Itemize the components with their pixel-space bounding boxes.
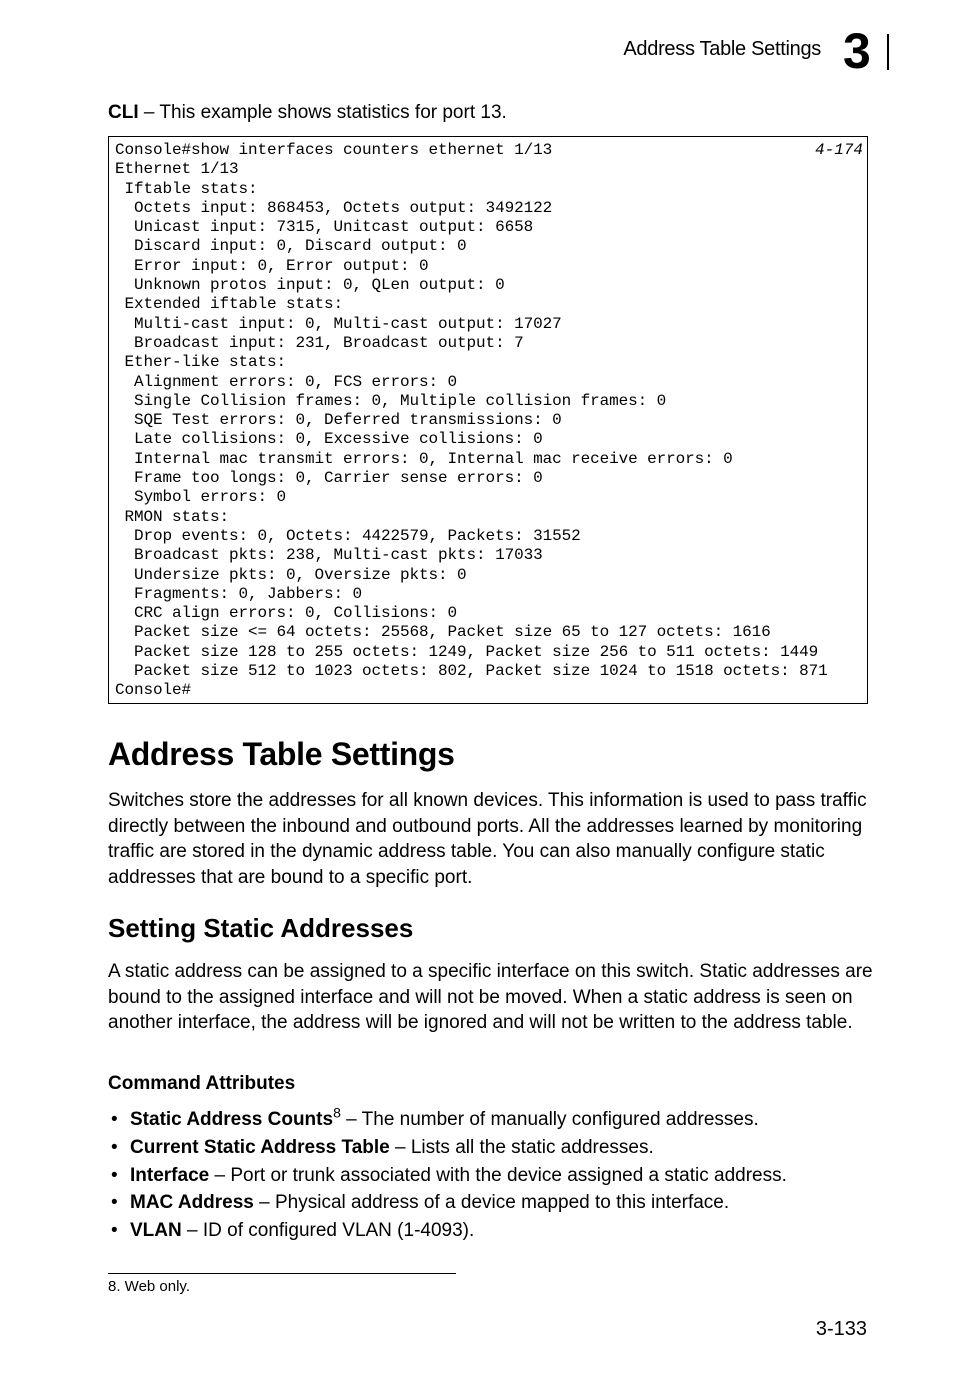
attribute-description: – Lists all the static addresses. bbox=[389, 1136, 654, 1158]
cli-output: Console#show interfaces counters ethernet 1/13 Ethernet 1/13 Iftable stats: Octets input: 868453, Octets output: 3492122 Unicast input: 7315, Unitcast output: 6658 Discard input: 0, Discard output: 0 Error input: 0, Error output: 0 Unknown protos input: 0, QLen output: 0 Extended iftable stats: Multi-cast input: 0, Multi-cast output: 17027 Broadcast input: 231, Broadcast output: 7 Ether-like stats: Alignment errors: 0, FCS errors: 0 Single Collision frames: 0, Multiple collision frames: 0 SQE Test errors: 0, Deferred transmissions: 0 Late collisions: 0, Excessive collisions: 0 Internal mac transmit errors: 0, Internal mac receive errors: 0 Frame too longs: 0, Carrier sense errors: 0 Symbol errors: 0 RMON stats: Drop events: 0, Octets: 4422579, Packets: 31552 Broadcast pkts: 238, Multi-cast pkts: 17033 Undersize pkts: 0, Oversize pkts: 0 Fragments: 0, Jabbers: 0 CRC align errors: 0, Collisions: 0 Packet size <= 64 octets: 25568, Packet size 65 to 127 octets: 1616 Packet size 128 to 255 octets: 1249, Packet size 256 to 511 octets: 1449 Packet size 512 to 1023 octets: 802, Packet size 1024 to 1518 octets: 871 Console# bbox=[115, 141, 828, 700]
bullet: • bbox=[111, 1136, 118, 1158]
chapter-number: 3 bbox=[843, 23, 871, 79]
command-attributes-heading: Command Attributes bbox=[108, 1073, 296, 1094]
attribute-description: – Physical address of a device mapped to this interface. bbox=[253, 1192, 730, 1214]
list-item bbox=[108, 1217, 888, 1245]
running-header-title: Address Table Settings bbox=[623, 38, 821, 60]
attribute-term: MAC Address bbox=[130, 1192, 254, 1214]
attribute-description: – ID of configured VLAN (1-4093). bbox=[181, 1220, 475, 1242]
attribute-description: – Port or trunk associated with the device assigned a static address. bbox=[209, 1164, 787, 1186]
attribute-term: VLAN bbox=[130, 1220, 182, 1242]
bullet: • bbox=[111, 1164, 118, 1186]
attribute-description: – The number of manually configured addresses. bbox=[340, 1109, 759, 1130]
cli-label: CLI bbox=[108, 102, 139, 123]
list-item bbox=[108, 1189, 888, 1217]
list-item bbox=[108, 1134, 888, 1162]
code-example-box bbox=[108, 136, 868, 704]
footnote-marker: 8 bbox=[333, 1104, 341, 1121]
attribute-term: Static Address Counts bbox=[130, 1109, 334, 1130]
attribute-term: Current Static Address Table bbox=[130, 1136, 390, 1158]
cli-intro bbox=[108, 102, 507, 124]
cli-intro-text: – This example shows statistics for port 13. bbox=[138, 102, 507, 123]
command-attributes-list bbox=[108, 1106, 888, 1245]
bullet: • bbox=[111, 1192, 118, 1214]
subsection-paragraph: A static address can be assigned to a specific interface on this switch. Static addresses are bound to the assigned interface and will not be moved. When a static address is seen on another interface, the address will be ignored and will not be written to the address table. bbox=[108, 961, 873, 1033]
subsection-title: Setting Static Addresses bbox=[108, 913, 414, 943]
list-item bbox=[108, 1106, 888, 1134]
section-title: Address Table Settings bbox=[108, 736, 455, 772]
list-item bbox=[108, 1162, 888, 1190]
bullet: • bbox=[111, 1109, 118, 1130]
footnote-divider bbox=[108, 1273, 456, 1274]
page-number: 3-133 bbox=[815, 1318, 867, 1340]
chapter-divider bbox=[887, 34, 889, 70]
attribute-term: Interface bbox=[130, 1164, 210, 1186]
section-paragraph: Switches store the addresses for all known devices. This information is used to pass traffic directly between the inbound and outbound ports. All the addresses learned by monitoring traffic are stored in the dynamic address table. You can also manually configure static addresses that are bound to a specific port. bbox=[108, 790, 867, 888]
code-page-reference: 4-174 bbox=[814, 141, 863, 159]
footnote: 8. Web only. bbox=[108, 1278, 190, 1295]
bullet: • bbox=[111, 1220, 118, 1242]
